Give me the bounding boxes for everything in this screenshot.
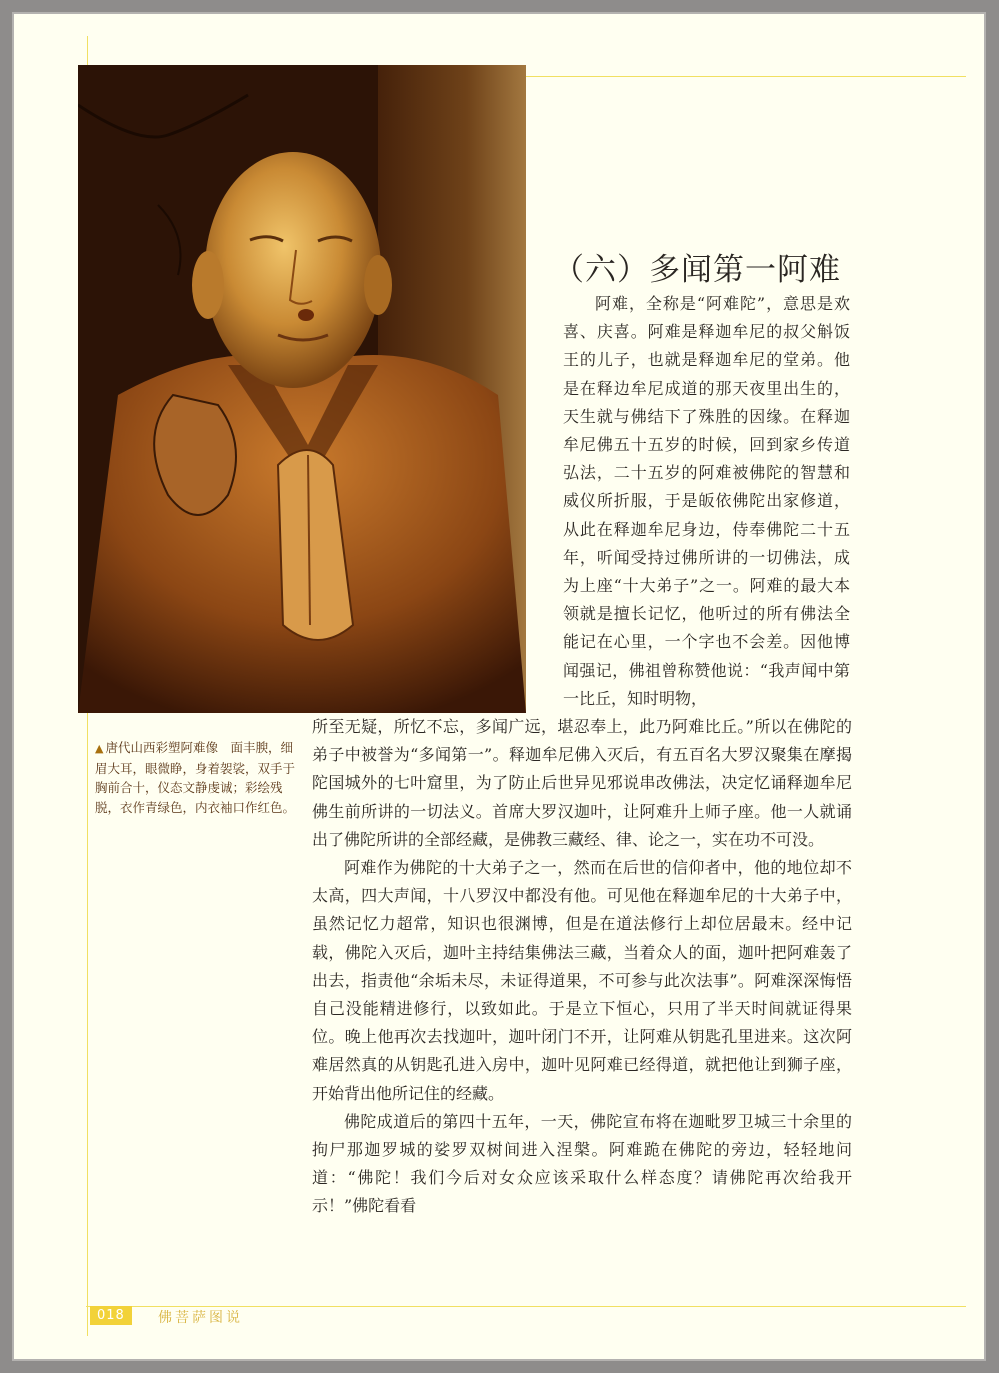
main-text-column <box>312 713 852 1221</box>
caption-text: 唐代山西彩塑阿难像 面丰腴，细眉大耳，眼微睁，身着袈裟，双手于胸前合十，仪态文静虔诚；彩绘残脱，衣作青绿色，内衣袖口作红色。 <box>95 740 296 815</box>
paragraph-3: 佛陀成道后的第四十五年，一天，佛陀宣布将在迦毗罗卫城三十余里的拘尸那迦罗城的娑罗双树间进入涅槃。阿难跪在佛陀的旁边，轻轻地问道：“佛陀！我们今后对女众应该采取什么样态度？请佛陀再次给我开示！”佛陀看看 <box>312 1111 852 1216</box>
paragraph-1-continued: 所至无疑，所忆不忘，多闻广远，堪忍奉上，此乃阿难比丘。”所以在佛陀的弟子中被誉为“多闻第一”。释迦牟尼佛入灭后，有五百名大罗汉聚集在摩揭陀国城外的七叶窟里，为了防止后世异见邪说串改佛法，决定忆诵释迦牟尼佛生前所讲的一切法义。首席大罗汉迦叶，让阿难升上师子座。他一人就诵出了佛陀所讲的全部经藏，是佛教三藏经、律、论之一，实在功不可没。 <box>312 717 852 849</box>
ananda-statue-photo <box>78 65 526 713</box>
running-book-title: 佛菩萨图说 <box>158 1310 243 1326</box>
page-number: 018 <box>90 1306 132 1325</box>
right-text-column <box>563 290 850 713</box>
paragraph-2: 阿难作为佛陀的十大弟子之一，然而在后世的信仰者中，他的地位却不太高，四大声闻，十八罗汉中都没有他。可见他在释迦牟尼的十大弟子中，虽然记忆力超常，知识也很渊博，但是在道法修行上却位居最末。经中记载，佛陀入灭后，迦叶主持结集佛法三藏，当着众人的面，迦叶把阿难轰了出去，指责他“余垢未尽，未证得道果，不可参与此次法事”。阿难深深悔悟自己没能精进修行，以致如此。于是立下恒心，只用了半天时间就证得果位。晚上他再次去找迦叶，迦叶闭门不开，让阿难从钥匙孔里进来。这次阿难居然真的从钥匙孔进入房中，迦叶见阿难已经得道，就把他让到狮子座，开始背出他所记住的经藏。 <box>312 858 852 1103</box>
paragraph-1: 阿难，全称是“阿难陀”，意思是欢喜、庆喜。阿难是释迦牟尼的叔父斛饭王的儿子，也就是释迦牟尼的堂弟。他是在释边牟尼成道的那天夜里出生的，天生就与佛结下了殊胜的因缘。在释迦牟尼佛五十五岁的时候，回到家乡传道弘法，二十五岁的阿难被佛陀的智慧和威仪所折服，于是皈依佛陀出家修道，从此在释迦牟尼身边，侍奉佛陀二十五年，听闻受持过佛所讲的一切佛法，成为上座“十大弟子”之一。阿难的最大本领就是擅长记忆，他听过的所有佛法全能记在心里，一个字也不会差。因他博闻强记，佛祖曾称赞他说：“我声闻中第一比丘，知时明物， <box>563 294 850 708</box>
triangle-marker-icon: ▲ <box>95 742 104 755</box>
section-heading: （六）多闻第一阿难 <box>553 252 841 288</box>
statue-illustration <box>78 65 526 713</box>
photo-caption <box>95 738 298 817</box>
